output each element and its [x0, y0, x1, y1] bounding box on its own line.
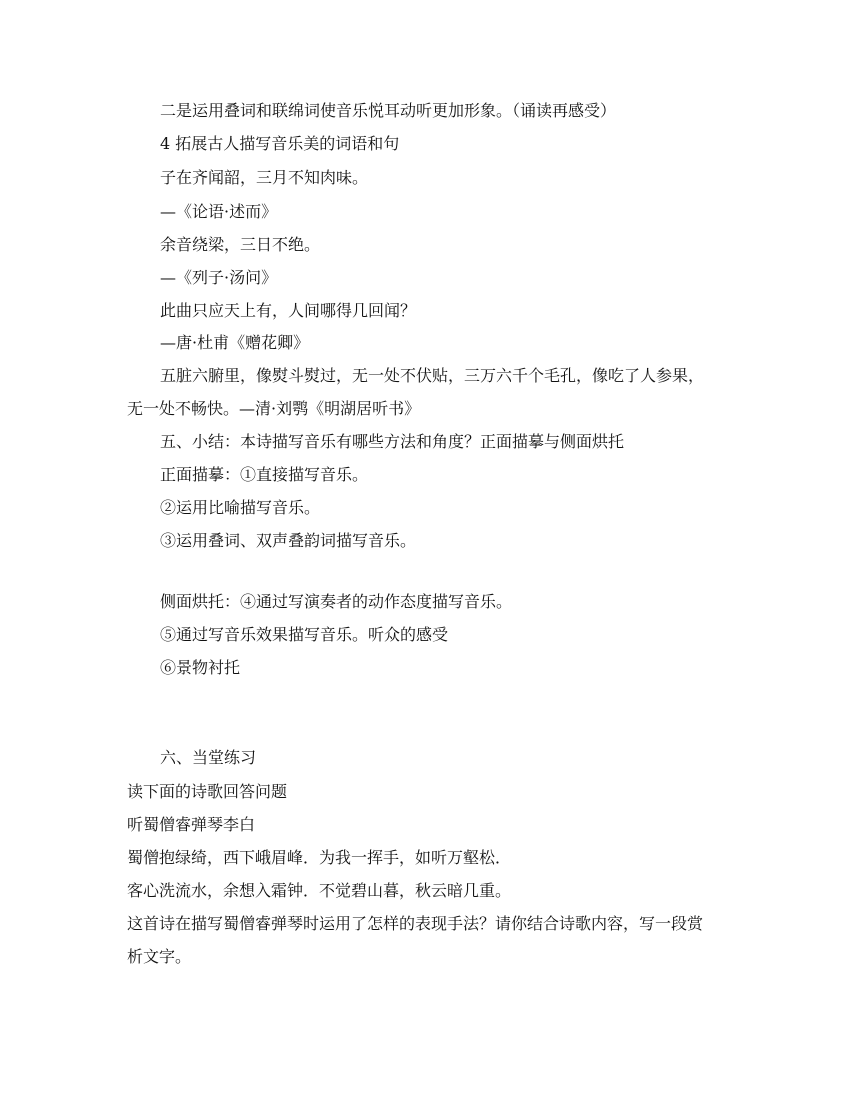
- source-liezi: —《列子·汤问》: [160, 268, 278, 287]
- quote-liezi: 余音绕梁，三日不绝。: [160, 235, 321, 254]
- quote-lunyu: 子在齐闻韶，三月不知肉味。: [160, 168, 369, 187]
- summary-side-6: ⑥景物衬托: [160, 658, 241, 677]
- summary-side-4: 侧面烘托：④通过写演奏者的动作态度描写音乐。: [160, 592, 513, 611]
- summary-front-1: 正面描摹：①直接描写音乐。: [160, 465, 369, 484]
- quote-dufu: 此曲只应天上有，人间哪得几回闻？: [160, 301, 417, 320]
- poem-line-1: 蜀僧抱绿绮，西下峨眉峰．为我一挥手，如听万壑松．: [127, 848, 512, 867]
- paragraph-reduplication-note: 二是运用叠词和联绵词使音乐悦耳动听更加形象。（诵读再感受）: [160, 101, 617, 120]
- summary-front-3: ③运用叠词、双声叠韵词描写音乐。: [160, 531, 417, 550]
- practice-instruction: 读下面的诗歌回答问题: [127, 782, 288, 801]
- summary-side-5: ⑤通过写音乐效果描写音乐。听众的感受: [160, 625, 449, 644]
- heading-classroom-practice: 六、当堂练习: [160, 748, 257, 767]
- heading-summary: 五、小结：本诗描写音乐有哪些方法和角度？正面描摹与侧面烘托: [160, 432, 625, 451]
- quote-liue-line2: 无一处不畅快。—清·刘鹗《明湖居听书》: [127, 399, 421, 418]
- poem-line-2: 客心洗流水，余想入霜钟．不觉碧山暮，秋云暗几重。: [127, 881, 512, 900]
- poem-title: 听蜀僧睿弹琴李白: [127, 815, 256, 834]
- heading-expand-ancient-phrases: 4 拓展古人描写音乐美的词语和句: [160, 134, 400, 153]
- question-line-1: 这首诗在描写蜀僧睿弹琴时运用了怎样的表现手法？请你结合诗歌内容，写一段赏: [127, 914, 704, 933]
- quote-liue-line1: 五脏六腑里，像熨斗熨过，无一处不伏贴，三万六千个毛孔，像吃了人参果，: [160, 366, 705, 385]
- question-line-2: 析文字。: [127, 947, 192, 966]
- source-lunyu: —《论语·述而》: [160, 202, 278, 221]
- source-dufu: —唐·杜甫《赠花卿》: [160, 333, 310, 352]
- summary-front-2: ②运用比喻描写音乐。: [160, 498, 321, 517]
